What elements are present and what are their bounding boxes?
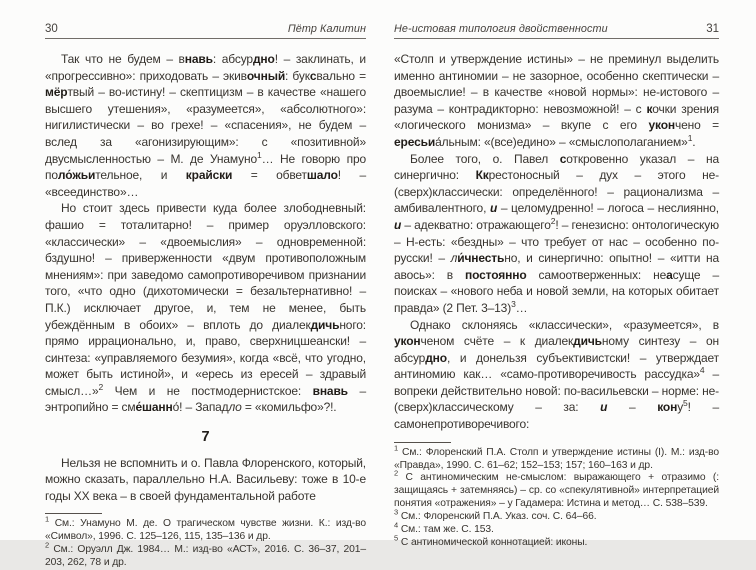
text-segment: См.: Флоренский П.А. Указ. соч. С. 64–66. xyxy=(400,511,597,523)
text-segment: откровенно указал – на синергично: xyxy=(394,151,719,183)
text-segment: Более того, о. Павел xyxy=(410,151,560,166)
body-paragraph xyxy=(394,151,719,317)
page-left xyxy=(45,0,366,569)
text-segment: а xyxy=(666,267,673,282)
text-segment: ло́жьи xyxy=(57,168,96,183)
text-segment: : абсур xyxy=(212,52,253,66)
footnote-marker: 2 xyxy=(394,469,399,479)
header-rule-right xyxy=(394,38,719,39)
footnote-marker: 1 xyxy=(45,515,50,525)
text-segment: а́льным: «(все)едино» – «смыслополаганием» xyxy=(435,134,688,149)
body-paragraph xyxy=(394,317,719,433)
text-segment: с xyxy=(309,68,317,83)
footnote xyxy=(394,443,719,473)
footnote-ref: 3 xyxy=(511,298,516,309)
text-segment: ! – заклинать, и «прогрессивно»: приходовать – экив xyxy=(45,52,366,83)
text-segment: укон xyxy=(394,334,421,349)
text-segment: чено = xyxy=(674,118,719,133)
text-segment: = обвет xyxy=(232,168,307,183)
text-segment: , и донельзя субъективистски! – утверждает антиномию как… «само-противоречивость рассудка» xyxy=(394,350,719,382)
text-segment: ересьи xyxy=(394,134,436,149)
footnote xyxy=(45,540,366,570)
text-segment: е́шанн xyxy=(135,400,173,415)
text-segment: и xyxy=(600,400,608,415)
footnote-separator-left xyxy=(45,513,102,514)
footnote-ref: 2 xyxy=(550,215,556,226)
text-segment: дно xyxy=(252,52,275,66)
text-segment: но, и синергично: опытно! – «итти на авось»: в xyxy=(394,251,719,282)
footnote xyxy=(45,515,366,544)
text-segment: Но стоит здесь привести куда более злободневный: фашио = тоталитарно! – пример оруэлловского: «классически» – «двоемыслия» – одновременной: бздушно! – приверженности «двум противоположным мнениям»: при заведомо самопротиворечивом признании того, «что одно (дихотомически = безальтернативно! – П.К.) исключает другое, и, тем не менее, быть убеждённым в обоих» – вплоть до диалек xyxy=(45,201,366,332)
footnotes-right xyxy=(394,443,719,550)
text-segment: крайски xyxy=(185,168,233,183)
text-segment: постоянно xyxy=(465,267,527,282)
footnote-marker: 2 xyxy=(45,540,50,550)
header-rule-left xyxy=(45,38,366,39)
section-number: 7 xyxy=(201,429,210,446)
footnote-ref: 5 xyxy=(683,398,688,409)
footnote-ref: 4 xyxy=(699,365,705,376)
footnotes-area-left xyxy=(45,513,366,570)
text-segment: Чем и не постмодернистское: xyxy=(103,383,313,398)
page-number-right: 31 xyxy=(706,23,719,35)
text-segment: тельное, и xyxy=(95,168,186,183)
text-segment: у xyxy=(677,400,684,415)
footnotes-left xyxy=(45,515,366,570)
footnote-separator-right xyxy=(394,442,451,443)
text-segment: укон xyxy=(648,118,675,133)
text-segment: ло xyxy=(228,400,242,415)
text-segment: – вопреки действительно новой: по-васильевски – норме: не-(сверх)классическому – за: xyxy=(394,367,719,415)
text-segment: рестоносный – дух – этого не-(сверх)классически: определённого! – рационализма – амбивалентного, xyxy=(394,168,719,216)
text-segment: очки зрения «логического монизма» – вкупе с его xyxy=(394,101,719,133)
text-segment: суще – поисках – «нового неба и новой земли, на которых обитает правда» (2 Пет. 3–13) xyxy=(394,267,719,315)
text-segment: «Столп и утверждение истины» – не преминул выделить именно антиномии – не зазорное, особенно скептически – двоемыслие! – в качестве «новой нормы»: не-истового – разума – контрадикторно: невозможной! – с xyxy=(394,52,719,116)
text-segment: Нельзя не вспомнить и о. Павла Флоренского, который, можно сказать, параллельно Н.А. Васильеву: тоже в 10-е годы ХХ века – в своей фундаментальной работе xyxy=(45,455,366,503)
body-text-right xyxy=(394,51,719,433)
text-segment: дичь xyxy=(573,334,602,349)
footnote-ref: 1 xyxy=(256,149,262,160)
text-segment: Так что не будем – в xyxy=(61,52,185,66)
running-title-right: Не-истовая типология двойственности xyxy=(394,23,608,35)
page-number-left: 30 xyxy=(45,23,58,35)
text-segment: и́чнесть xyxy=(457,251,505,266)
text-segment: и xyxy=(489,201,498,216)
footnotes-area-right xyxy=(394,442,719,550)
text-segment: о́! – Запад xyxy=(172,400,229,415)
body-paragraph xyxy=(45,51,366,200)
footnote xyxy=(394,533,719,550)
text-segment: – целомудренно! – логоса – неслиянно, xyxy=(497,201,719,216)
text-segment: См.: Унамуно М. де. О трагическом чувстве жизни. К.: изд-во «Символ», 1996. С. 125–126, 115, 135–136 и др. xyxy=(45,518,366,543)
footnote-ref: 1 xyxy=(687,132,693,143)
footnote xyxy=(394,469,719,511)
text-segment: мёр xyxy=(45,85,68,100)
text-segment: = «комильфо»?!. xyxy=(241,400,337,415)
footnote-marker: 5 xyxy=(394,533,399,543)
footnote xyxy=(394,507,719,524)
text-segment: ного: прямо иррационально, и, право, сверхницшеански! – синтеза: «управляемого безумия», когда «всё, что угодно, может быть истиной», и «ересь из ересей – здравый смысл…» xyxy=(45,317,366,398)
text-segment: навь xyxy=(184,52,213,66)
text-segment: дичь xyxy=(310,317,340,332)
text-segment: . xyxy=(692,134,696,149)
text-segment: См.: там же. С. 153. xyxy=(400,524,494,536)
text-segment: … xyxy=(515,300,528,315)
body-paragraph xyxy=(45,455,366,505)
running-head-left xyxy=(45,0,366,35)
footnote xyxy=(394,520,719,537)
running-title-left: Пётр Калитин xyxy=(287,23,366,35)
text-segment: шало xyxy=(306,168,338,183)
text-segment: дно xyxy=(425,350,447,365)
text-segment: С антиномической коннотацией: иконы. xyxy=(400,537,588,548)
text-segment: Однако склоняясь «классически», «разумеется», в xyxy=(410,317,719,332)
text-segment: ченом счёте – к диалек xyxy=(420,334,574,349)
text-segment: ! – генезисно: онтологическую – Н-есть: «бездны» – что требует от нас – особенно по-русски! – xyxy=(394,217,719,266)
text-segment: – адекватно: отражающего xyxy=(401,217,551,232)
body-paragraph xyxy=(394,51,719,151)
running-head-right xyxy=(394,0,719,35)
text-segment: вально = xyxy=(316,68,366,83)
text-segment: – энтропийно = см xyxy=(45,383,366,415)
body-text-left xyxy=(45,51,366,504)
text-segment: очный xyxy=(246,68,286,83)
text-segment: самоотверженных: не xyxy=(526,267,667,282)
text-segment: внавь xyxy=(312,383,348,398)
text-segment: – xyxy=(607,400,658,415)
text-segment: : бук xyxy=(285,68,310,83)
text-segment: и xyxy=(394,217,402,232)
text-segment: См.: Флоренский П.А. Столп и утверждение истины (I). М.: изд-во «Правда», 1990. С. 61–62; 152–153; 157; 160–163 и др. xyxy=(394,446,719,471)
text-segment: С антиномическим не-смыслом: выражающего + отразимо (: защищаясь + затемняясь) – ср. со «спекулятивной» интерпретацией понятия «отражения» – у Гадамера: Истина и метод… С. 538–539. xyxy=(394,472,719,510)
body-paragraph xyxy=(45,200,366,416)
text-segment: твый – во-истину! – скептицизм – в качестве «нашего высшего утешения», «разумеется», «абсолютного»: нигилистически – во грехе! – «спасения», не будем – вслед за «агонизирующим»: с «позитивной» двусмысленностью – М. де Унамуно xyxy=(45,85,366,166)
text-segment: л xyxy=(450,251,458,266)
footnote-ref: 2 xyxy=(98,381,104,392)
footnote-marker: 4 xyxy=(394,520,399,530)
text-segment: к xyxy=(646,101,653,116)
footnote-marker: 3 xyxy=(394,507,399,517)
text-segment: … Не говорю про по xyxy=(45,151,366,183)
text-segment: ! – самонепротиворечивого: xyxy=(394,400,719,432)
page-right xyxy=(394,0,719,548)
text-segment: ! – «всеединство»… xyxy=(45,168,366,199)
footnote-marker: 1 xyxy=(394,443,399,453)
text-segment: с xyxy=(559,151,567,166)
text-segment: ному синтезу – он абсур xyxy=(394,334,719,365)
text-segment: Кк xyxy=(475,168,489,183)
text-segment: кон xyxy=(657,400,678,415)
text-segment: См.: Оруэлл Дж. 1984… М.: изд-во «АСТ», 2016. С. 36–37, 201–203, 262, 78 и др. xyxy=(45,544,366,569)
